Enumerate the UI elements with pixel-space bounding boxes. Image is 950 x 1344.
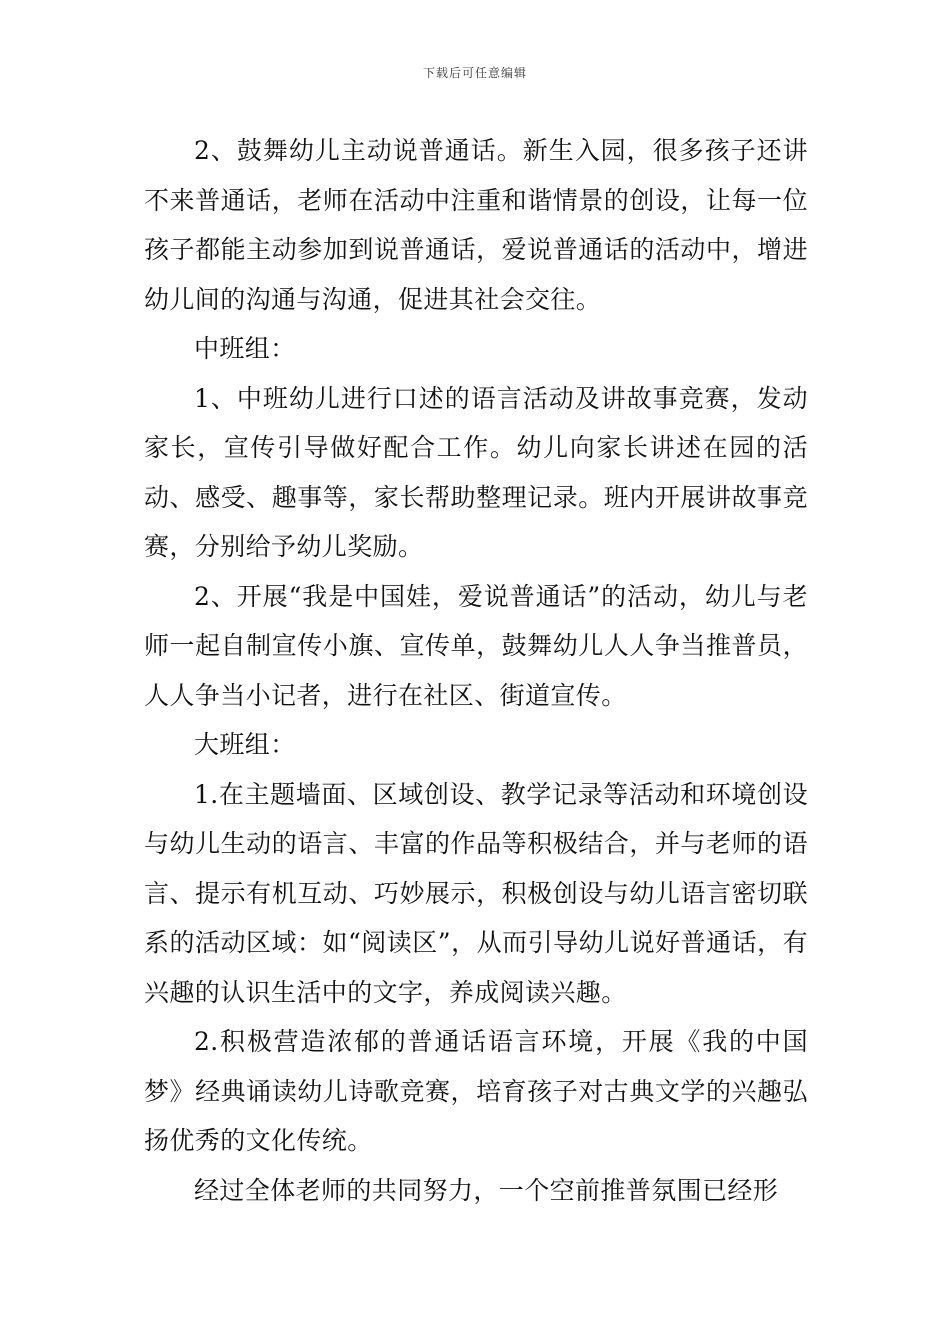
document-body [144, 126, 808, 1215]
section-heading-senior-class: 大班组： [194, 730, 296, 759]
paragraph-senior-class-item-1: 1.在主题墙面、区域创设、教学记录等活动和环境创设与幼儿生动的语言、丰富的作品等积极结合，并与老师的语言、提示有机互动、巧妙展示，积极创设与幼儿语言密切联系的活动区域：如“阅读区”，从而引导幼儿说好普通话，有兴趣的认识生活中的文字，养成阅读兴趣。 [144, 779, 808, 1007]
paragraph-senior-class-item-2: 2.积极营造浓郁的普通话语言环境，开展《我的中国梦》经典诵读幼儿诗歌竞赛，培育孩子对古典文学的兴趣弘扬优秀的文化传统。 [144, 1027, 808, 1155]
section-heading-middle-class: 中班组： [194, 334, 296, 363]
paragraph-middle-class-item-2: 2、开展“我是中国娃，爱说普通话”的活动，幼儿与老师一起自制宣传小旗、宣传单，鼓舞幼儿人人争当推普员，人人争当小记者，进行在社区、街道宣传。 [144, 581, 808, 710]
paragraph-middle-class-item-1: 1、中班幼儿进行口述的语言活动及讲故事竞赛，发动家长，宣传引导做好配合工作。幼儿向家长讲述在园的活动、感受、趣事等，家长帮助整理记录。班内开展讲故事竞赛，分别给予幼儿奖励。 [144, 383, 808, 561]
paragraph-small-class-item-2: 2、鼓舞幼儿主动说普通话。新生入园，很多孩子还讲不来普通话，老师在活动中注重和谐情景的创设，让每一位孩子都能主动参加到说普通话，爱说普通话的活动中，增进幼儿间的沟通与沟通，促进其社会交往。 [144, 136, 808, 314]
page-header: 下载后可任意编辑 [422, 66, 527, 80]
paragraph-summary: 经过全体老师的共同努力，一个空前推普氛围已经形 [194, 1175, 779, 1205]
